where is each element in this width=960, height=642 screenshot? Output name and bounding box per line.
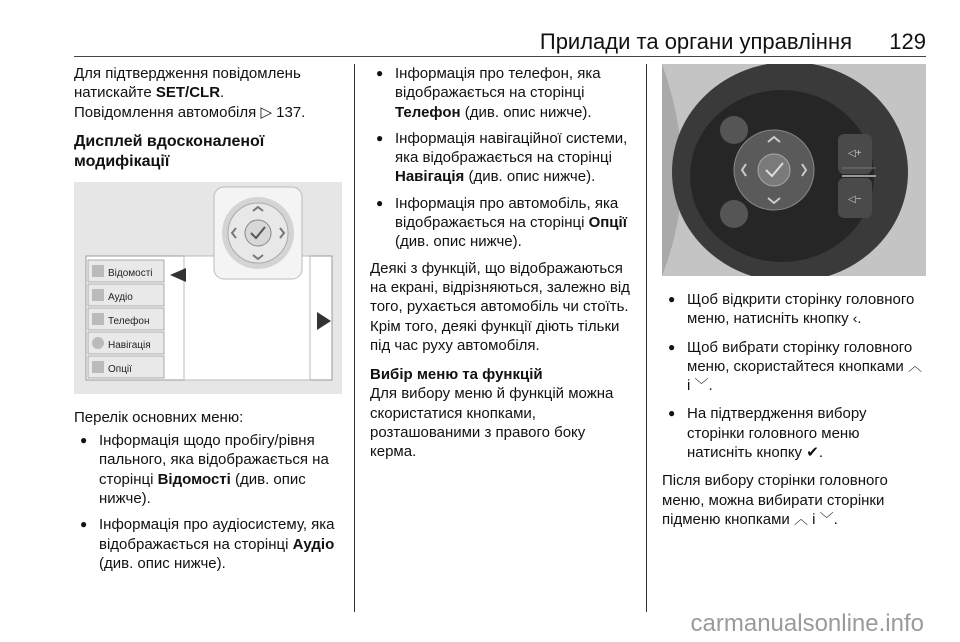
button-instructions-list [662, 290, 926, 462]
section-heading: Дисплей вдосконаленої модифікації [74, 132, 265, 170]
audio-icon [92, 289, 104, 301]
display-illustration [74, 182, 342, 394]
intro-text: Для підтвердження повідомлень натискайте SET/CLR. [74, 65, 301, 102]
menu-item-phone: Телефон [108, 315, 150, 327]
page-number: 129 [889, 29, 926, 54]
steering-wheel-svg [662, 64, 926, 276]
menu-list [88, 260, 164, 378]
chevron-down-icon: ﹀ [819, 510, 834, 527]
menu-item-audio: Аудіо [108, 291, 133, 303]
menu-item-options: Опції [108, 363, 132, 375]
column-3 [662, 64, 926, 529]
list-item: ● На підтвердження вибору сторінки головного меню натисніть кнопку ✔. [662, 404, 926, 462]
list-item: ● Інформація щодо пробігу/рівня пального, яка відображається на сторінці Відомості (див. опис нижче). [74, 431, 342, 508]
volume-down-icon: ◁− [848, 194, 862, 205]
list-item: ● Інформація навігаційної системи, яка відображається на сторінці Навігація (див. опис нижче). [370, 129, 634, 187]
display-svg [74, 182, 342, 394]
steering-wheel-illustration [662, 64, 926, 276]
steering-controller [734, 130, 814, 210]
navigation-icon [92, 337, 104, 349]
chevron-up-icon: ︿ [907, 357, 922, 374]
check-icon: ✔ [806, 444, 819, 462]
page-header [74, 26, 926, 57]
column-2 [370, 64, 634, 462]
chevron-left-icon: ‹ [852, 310, 858, 327]
mute-button-icon [720, 200, 748, 228]
chevron-down-icon: ﹀ [694, 377, 709, 394]
volume-up-icon: ◁+ [848, 148, 862, 159]
watermark: carmanualsonline.info [690, 610, 924, 637]
subheading: Вибір меню та функцій [370, 366, 543, 384]
column-1 [74, 64, 342, 580]
controller-pad [214, 187, 302, 279]
list-item: ● Щоб відкрити сторінку головного меню, натисніть кнопку ‹. [662, 290, 926, 329]
info-icon [92, 265, 104, 277]
menu-item-info: Відомості [108, 267, 153, 279]
chevron-up-icon: ︿ [793, 510, 808, 527]
column-divider [646, 64, 647, 612]
list-item: ● Інформація про аудіосистему, яка відображається на сторінці Аудіо (див. опис нижче). [74, 515, 342, 573]
list-item: ● Інформація про автомобіль, яка відображається на сторінці Опції (див. опис нижче). [370, 194, 634, 252]
paragraph: Для вибору меню й функцій можна скористатися кнопками, розташованими з правого боку керма. [370, 385, 614, 461]
messages-ref: Повідомлення автомобіля ▷ 137. [74, 103, 306, 121]
voice-button-icon [720, 116, 748, 144]
phone-icon [92, 313, 104, 325]
paragraph: Деякі з функцій, що відображаються на екрані, відрізняються, залежно від того, рухається автомобіль чи стоїть. Крім того, деякі функції діють тільки під час руху автомобіля. [370, 259, 630, 354]
page-title: Прилади та органи управління [539, 29, 852, 54]
list-title: Перелік основних меню: [74, 408, 244, 426]
menu-item-navigation: Навігація [108, 339, 151, 351]
options-icon [92, 361, 104, 373]
volume-buttons [838, 134, 876, 218]
menu-description-list [74, 431, 342, 573]
column-divider [354, 64, 355, 612]
list-item: ● Щоб вибрати сторінку головного меню, скористайтеся кнопками ︿ і ﹀. [662, 338, 926, 396]
page-ref-arrow-icon: ▷ [260, 103, 272, 121]
list-item: ● Інформація про телефон, яка відображається на сторінці Телефон (див. опис нижче). [370, 64, 634, 122]
paragraph: Після вибору сторінки головного меню, можна вибирати сторінки підменю кнопками ︿ і ﹀. [662, 472, 888, 528]
menu-description-list [370, 64, 634, 252]
